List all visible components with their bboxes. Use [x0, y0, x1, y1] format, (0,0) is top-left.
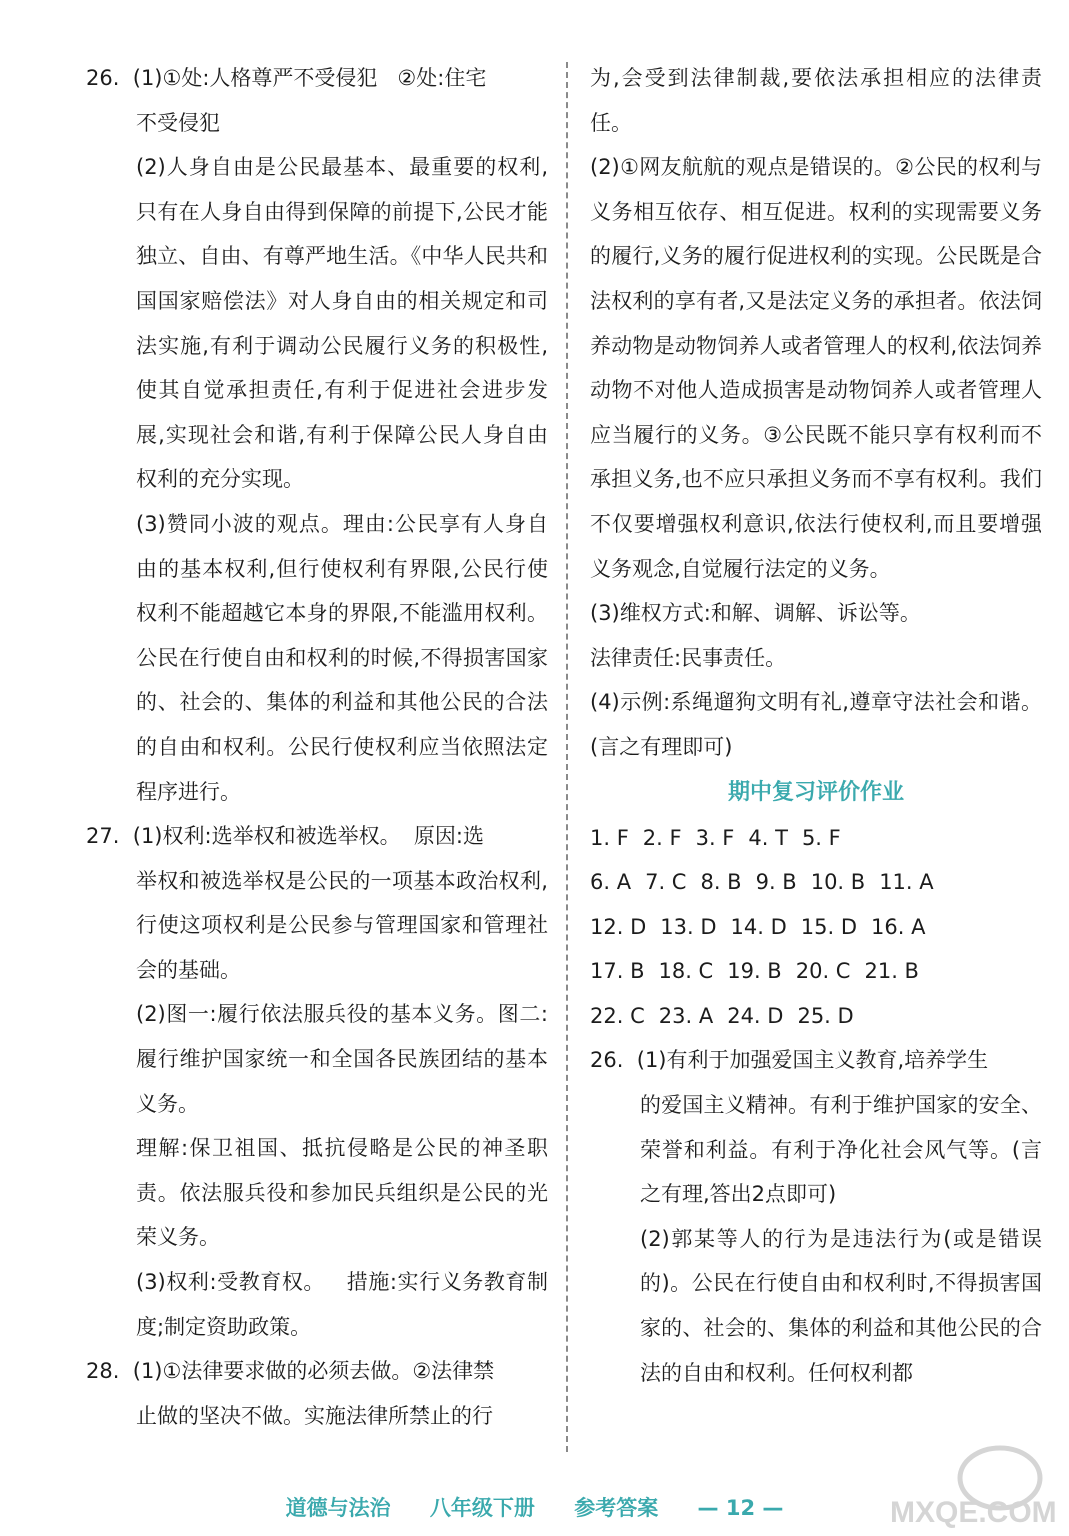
- answer-item: 16. A: [871, 914, 926, 939]
- answer-item: 2. F: [642, 825, 682, 850]
- footer-label: 参考答案: [574, 1496, 659, 1520]
- answer-item: 10. B: [810, 870, 866, 895]
- left-paragraph: (3)权利:受教育权。 措施:实行义务教育制度;制定资助政策。: [136, 1270, 548, 1339]
- left-paragraph: (2)人身自由是公民最基本、最重要的权利,只有在人身自由得到保障的前提下,公民才能独立、自由、有尊严地生活。《中华人民共和国国家赔偿法》对人身自由的相关规定和司法实施,有利于调动公民履行义务的积极性,使其自觉承担责任,有利于促进社会进步发展,实现社会和谐,有利于保障公民人身自由权利的充分实现。: [136, 155, 548, 492]
- left-paragraph: 不受侵犯: [136, 110, 220, 135]
- right-column-top: [590, 56, 1042, 770]
- right-top-paragraph: (2)①网友航航的观点是错误的。②公民的权利与义务相互依存、相互促进。权利的实现需要义务的履行,义务的履行促进权利的实现。公民既是合法权利的享有者,又是法定义务的承担者。依法饲养动物是动物饲养人或者管理人的权利,依法饲养动物不对他人造成损害是动物饲养人或者管理人应当履行的义务。③公民既不能只享有权利而不承担义务,也不应只承担义务而不享有权利。我们不仅要增强权利意识,依法行使权利,而且要增强义务观念,自觉履行法定的义务。: [590, 155, 1042, 581]
- footer-subject: 道德与法治: [285, 1496, 391, 1520]
- footer-grade: 八年级下册: [429, 1496, 535, 1520]
- right-top-paragraph: 法律责任:民事责任。: [590, 645, 787, 670]
- answer-item: 6. A: [590, 870, 632, 895]
- answer-item: 20. C: [795, 959, 851, 984]
- answer-item: 18. C: [658, 959, 714, 984]
- right-bottom-paragraph: 的爱国主义精神。有利于维护国家的安全、荣誉和利益。有利于净化社会风气等。(言之有理,答出2点即可): [640, 1093, 1042, 1207]
- right-column: [590, 56, 1042, 1395]
- answer-row: [590, 816, 1042, 861]
- left-paragraph: 理解:保卫祖国、抵抗侵略是公民的神圣职责。依法服兵役和参加民兵组织是公民的光荣义务。: [136, 1136, 548, 1250]
- right-top-paragraph: (4)示例:系绳遛狗文明有礼,遵章守法社会和谐。(言之有理即可): [590, 690, 1042, 759]
- answer-key: [590, 816, 1042, 1039]
- answer-item: 17. B: [590, 959, 645, 984]
- answer-item: 24. D: [727, 1003, 784, 1028]
- watermark-text: MXQE.COM: [890, 1496, 1057, 1529]
- answer-row: [590, 905, 1042, 950]
- right-bottom-paragraph: (2)郭某等人的行为是违法行为(或是错误的)。公民在行使自由和权利时,不得损害国家的、社会的、集体的利益和其他公民的合法的自由和权利。任何权利都: [640, 1226, 1042, 1385]
- answer-item: 12. D: [590, 914, 647, 939]
- column-divider: [566, 62, 568, 1452]
- answer-row: [590, 949, 1042, 994]
- footer-page-number: — 12 —: [697, 1496, 784, 1520]
- answer-row: [590, 994, 1042, 1039]
- answer-item: 3. F: [695, 825, 735, 850]
- answer-item: 25. D: [797, 1003, 854, 1028]
- left-paragraph: 止做的坚决不做。实施法律所禁止的行: [136, 1403, 493, 1428]
- left-paragraph: 举权和被选举权是公民的一项基本政治权利,行使这项权利是公民参与管理国家和管理社会的基础。: [136, 868, 548, 982]
- left-paragraph: 27. (1)权利:选举权和被选举权。 原因:选: [86, 824, 484, 849]
- left-paragraph: (2)图一:履行依法服兵役的基本义务。图二:履行维护国家统一和全国各民族团结的基本义务。: [136, 1002, 548, 1116]
- right-bottom-paragraph: 26. (1)有利于加强爱国主义教育,培养学生: [590, 1048, 989, 1073]
- answer-item: 21. B: [864, 959, 919, 984]
- left-paragraph: 26. (1)①处:人格尊严不受侵犯 ②处:住宅: [86, 66, 487, 90]
- answer-item: 14. D: [730, 914, 787, 939]
- answer-item: 1. F: [590, 825, 629, 850]
- answer-row: [590, 860, 1042, 905]
- answer-item: 15. D: [800, 914, 857, 939]
- left-paragraph: 28. (1)①法律要求做的必须去做。②法律禁: [86, 1359, 495, 1384]
- answer-item: 13. D: [660, 914, 717, 939]
- answer-item: 8. B: [700, 870, 742, 895]
- right-top-paragraph: (3)维权方式:和解、调解、诉讼等。: [590, 601, 921, 626]
- right-column-bottom: [590, 1038, 1042, 1395]
- right-top-paragraph: 为,会受到法律制裁,要依法承担相应的法律责任。: [590, 66, 1042, 135]
- section-title: 期中复习评价作业: [727, 779, 904, 805]
- answer-item: 4. T: [748, 825, 788, 850]
- answer-item: 11. A: [879, 870, 934, 895]
- answer-item: 22. C: [590, 1003, 645, 1028]
- left-column: [86, 56, 548, 1438]
- answer-item: 9. B: [755, 870, 797, 895]
- left-paragraph: (3)赞同小波的观点。理由:公民享有人身自由的基本权利,但行使权利有界限,公民行使权利不能超越它本身的界限,不能滥用权利。公民在行使自由和权利的时候,不得损害国家的、社会的、集体的利益和其他公民的合法的自由和权利。公民行使权利应当依照法定程序进行。: [136, 511, 548, 804]
- answer-item: 19. B: [727, 959, 782, 984]
- answer-item: 5. F: [801, 825, 841, 850]
- watermark-logo: [880, 1440, 1060, 1532]
- answer-item: 7. C: [645, 870, 687, 895]
- answer-item: 23. A: [658, 1003, 714, 1028]
